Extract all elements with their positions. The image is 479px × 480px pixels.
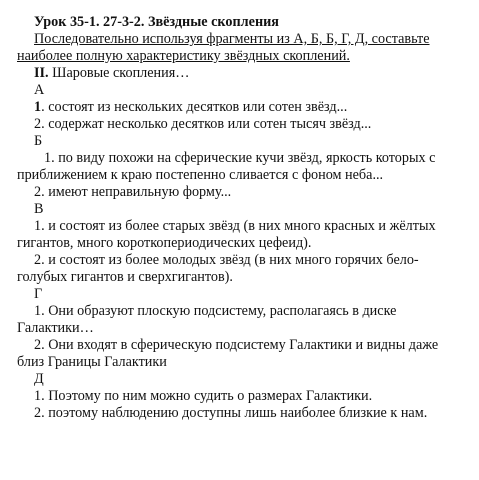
section-heading — [34, 65, 189, 82]
letter-b: Б — [34, 133, 43, 149]
a-item-1-text: . состоят из нескольких десятков или сотен звёзд... — [41, 99, 348, 115]
letter-d: Д — [34, 371, 44, 387]
g-item-1-line-2: Галактики… — [17, 320, 94, 336]
heading-number: II. — [34, 65, 49, 81]
letter-a: А — [34, 82, 45, 98]
instruction-line-1: Последовательно используя фрагменты из А, Б, Б, Г, Д, составьте — [34, 31, 430, 47]
lesson-title: Урок 35-1. 27-3-2. Звёздные скопления — [34, 14, 279, 30]
g-item-2-line-2: близ Границы Галактики — [17, 354, 167, 370]
instruction-line-2: наиболее полную характеристику звёздных скоплений. — [17, 48, 350, 64]
g-item-1-line-1: 1. Они образуют плоскую подсистему, располагаясь в диске — [34, 303, 397, 319]
b-item-2: 2. имеют неправильную форму... — [34, 184, 232, 200]
letter-v: В — [34, 201, 44, 217]
b-item-1-line-1: 1. по виду похожи на сферические кучи звёзд, яркость которых с — [44, 150, 436, 166]
v-item-2-line-1: 2. и состоят из более молодых звёзд (в них много горячих бело- — [34, 252, 419, 268]
b-item-1-line-2: приближением к краю постепенно сливается с фоном неба... — [17, 167, 384, 183]
g-item-2-line-1: 2. Они входят в сферическую подсистему Галактики и видны даже — [34, 337, 439, 353]
d-item-1: 1. Поэтому по ним можно судить о размерах Галактики. — [34, 388, 373, 404]
a-item-2: 2. содержат несколько десятков или сотен тысяч звёзд... — [34, 116, 372, 132]
d-item-2: 2. поэтому наблюдению доступны лишь наиболее близкие к нам. — [34, 405, 428, 421]
a-item-1-number: 1 — [34, 99, 42, 115]
a-item-1 — [34, 99, 347, 116]
heading-text: Шаровые скопления… — [48, 65, 190, 81]
v-item-1-line-1: 1. и состоят из более старых звёзд (в них много красных и жёлтых — [34, 218, 436, 234]
letter-g: Г — [34, 286, 43, 302]
v-item-2-line-2: голубых гигантов и сверхгигантов). — [17, 269, 233, 285]
v-item-1-line-2: гигантов, много короткопериодических цефеид). — [17, 235, 312, 251]
